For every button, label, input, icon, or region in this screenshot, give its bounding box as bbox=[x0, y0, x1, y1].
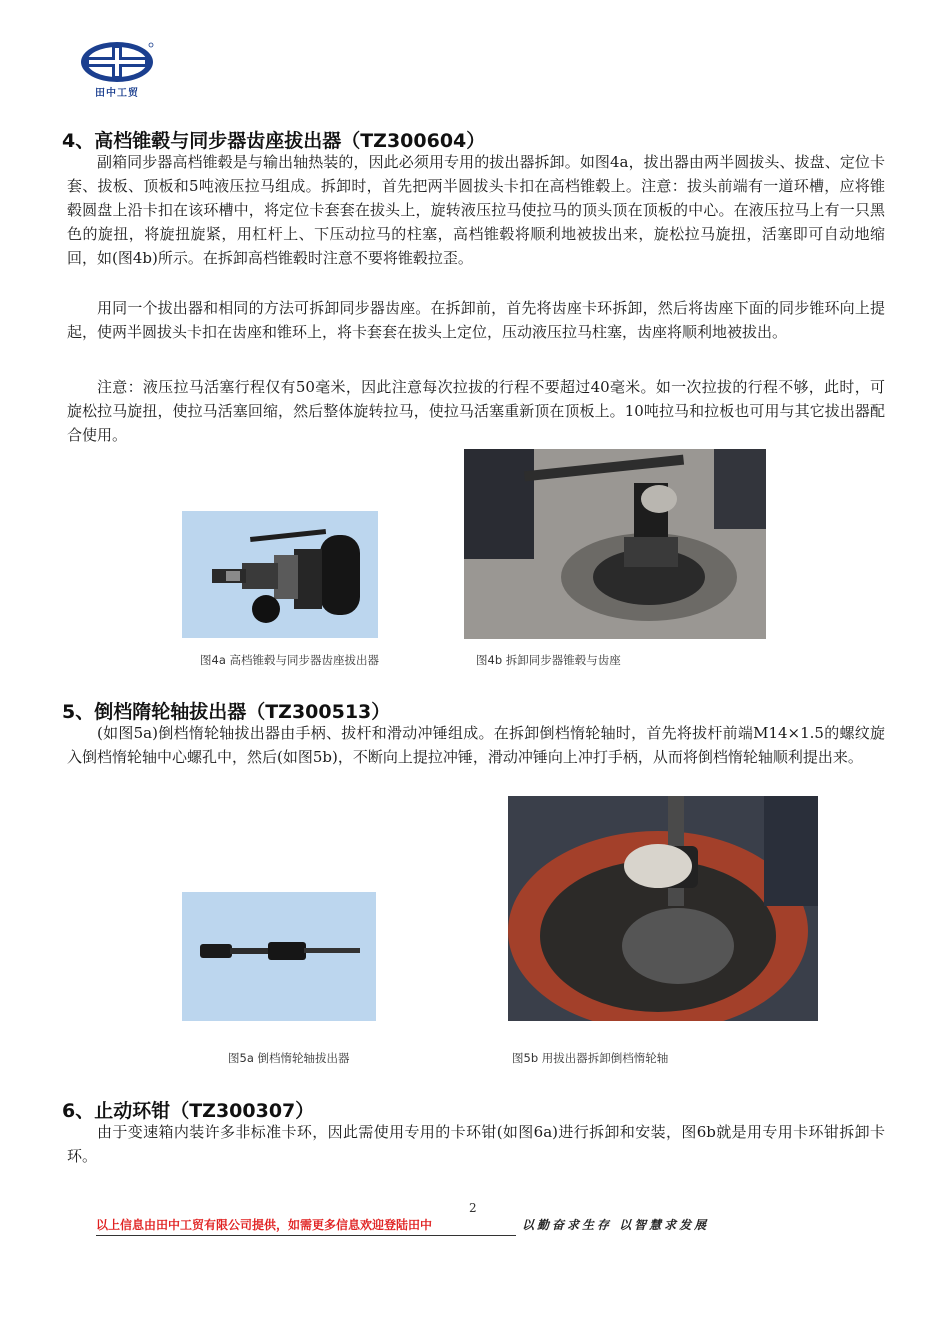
figure-5a-image bbox=[182, 892, 376, 1021]
section-6-paragraph-1: 由于变速箱内装许多非标准卡环，因此需使用专用的卡环钳(如图6a)进行拆卸和安装，图6b就是用专用卡环钳拆卸卡环。 bbox=[67, 1123, 885, 1165]
figure-5b-caption: 图5b 用拔出器拆卸倒档惰轮轴 bbox=[512, 1051, 669, 1065]
footer-company-note: 以上信息由田中工贸有限公司提供，如需更多信息欢迎登陆田中 bbox=[96, 1216, 516, 1236]
section-5-title: 5、倒档隋轮轴拔出器（TZ300513） bbox=[62, 701, 391, 723]
figure-4a-caption: 图4a 高档锥毂与同步器齿座拔出器 bbox=[200, 653, 380, 667]
section-4-paragraph-2: 用同一个拔出器和相同的方法可拆卸同步器齿座。在拆卸前，首先将齿座卡环拆卸，然后将齿座下面的同步锥环向上提起，使两半圆拔头卡扣在齿座和锥环上，将卡套套在拔头上定位，压动液压拉马柱塞，齿座将顺利地被拔出。 bbox=[67, 299, 885, 341]
section-4-title: 4、高档锥毂与同步器齿座拔出器（TZ300604） bbox=[62, 130, 486, 152]
figure-5b-image bbox=[508, 796, 818, 1021]
company-logo bbox=[78, 40, 156, 100]
section-4-paragraph-3: 注意：液压拉马活塞行程仅有50毫米，因此注意每次拉拔的行程不要超过40毫米。如一次拉拔的行程不够，此时，可旋松拉马旋扭，使拉马活塞回缩，然后整体旋转拉马，使拉马活塞重新顶在顶板上。10吨拉马和拉板也可用与其它拔出器配合使用。 bbox=[67, 378, 885, 444]
footer-slogan: 以勤奋求生存 以智慧求发展 bbox=[522, 1218, 710, 1232]
figure-4b-image bbox=[464, 449, 766, 639]
section-6-title: 6、止动环钳（TZ300307） bbox=[62, 1100, 315, 1122]
section-5-paragraph-1: (如图5a)倒档惰轮轴拔出器由手柄、拔杆和滑动冲锤组成。在拆卸倒档惰轮轴时，首先将拔杆前端M14×1.5的螺纹旋入倒档惰轮轴中心螺孔中，然后(如图5b)，不断向上提拉冲锤，滑动冲锤向上冲打手柄，从而将倒档惰轮轴顺利提出来。 bbox=[67, 724, 885, 766]
logo-text: 田中工贸 bbox=[95, 88, 139, 99]
figure-5a-caption: 图5a 倒档惰轮轴拔出器 bbox=[228, 1051, 350, 1065]
section-4-paragraph-1: 副箱同步器高档锥毂是与输出轴热装的，因此必须用专用的拔出器拆卸。如图4a，拔出器由两半圆拔头、拔盘、定位卡套、拔板、顶板和5吨液压拉马组成。拆卸时，首先把两半圆拔头卡扣在高档锥毂上。注意：拔头前端有一道环槽，应将锥毂圆盘上沿卡扣在该环槽中，将定位卡套套在拔头上，旋转液压拉马使拉马的顶头顶在顶板的中心。在液压拉马上有一只黑色的旋扭，将旋扭旋紧，用杠杆上、下压动拉马的柱塞，高档锥毂将顺利地被拔出来，旋松拉马旋扭，活塞即可自动地缩回，如(图4b)所示。在拆卸高档锥毂时注意不要将锥毂拉歪。 bbox=[67, 153, 885, 267]
figure-4b-caption: 图4b 拆卸同步器锥毂与齿座 bbox=[476, 653, 621, 667]
page-number: 2 bbox=[469, 1201, 477, 1215]
figure-4a-image bbox=[182, 511, 378, 638]
logo-emblem-icon bbox=[78, 40, 156, 86]
